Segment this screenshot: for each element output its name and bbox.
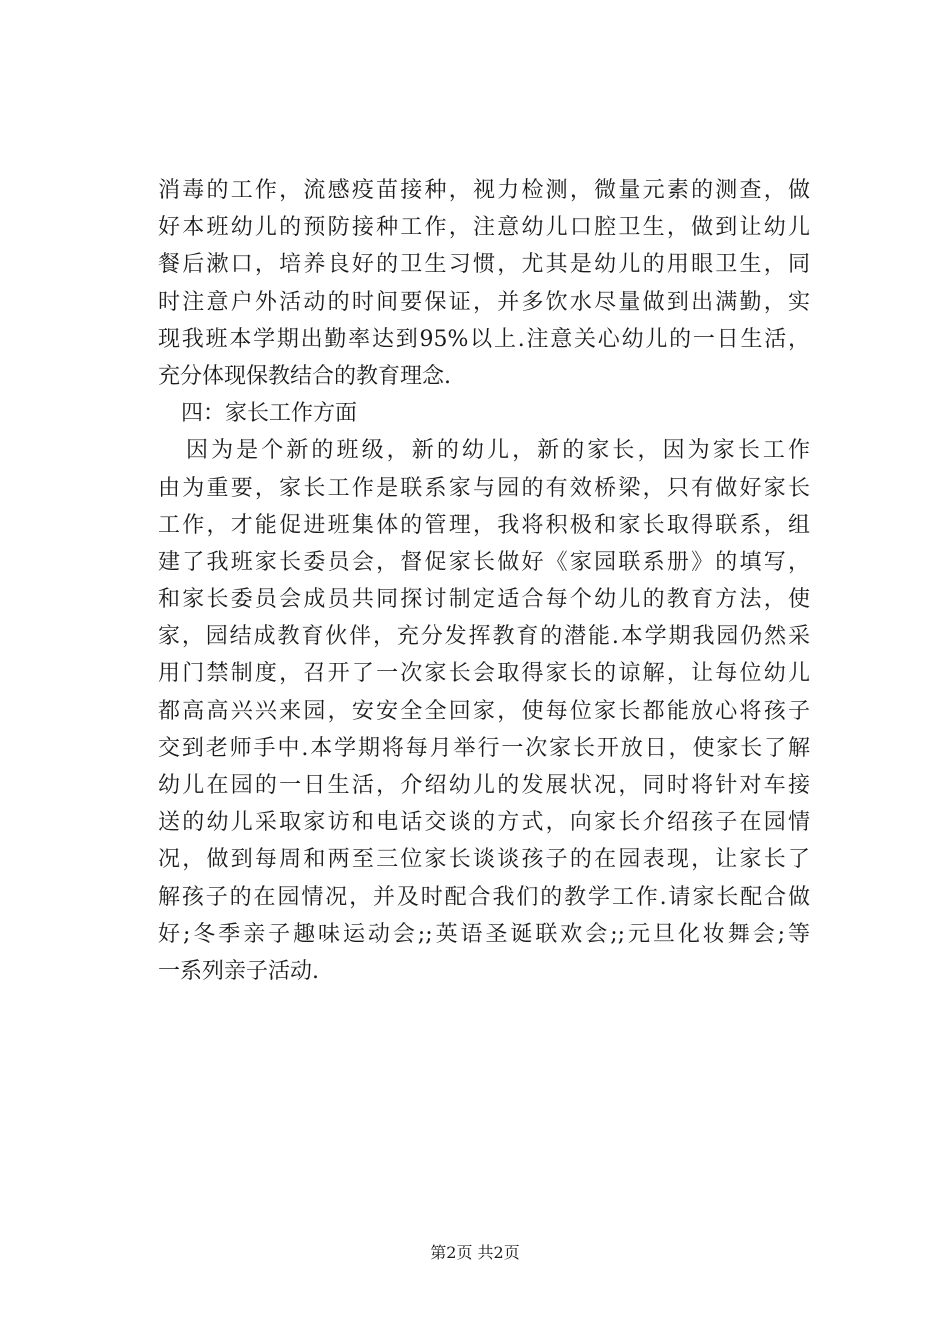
text-line: 一系列亲子活动. xyxy=(158,958,319,984)
text-line: 工作，才能促进班集体的管理，我将积极和家长取得联系，组 xyxy=(158,512,810,538)
text-line: 好;冬季亲子趣味运动会;;英语圣诞联欢会;;元旦化妆舞会;等 xyxy=(158,921,810,947)
text-line: 交到老师手中.本学期将每月举行一次家长开放日，使家长了解 xyxy=(158,735,810,761)
document-body xyxy=(158,172,810,990)
text-line: 充分体现保教结合的教育理念. xyxy=(158,363,451,389)
text-line: 况，做到每周和两至三位家长谈谈孩子的在园表现，让家长了 xyxy=(158,847,810,873)
text-line: 因为是个新的班级，新的幼儿，新的家长，因为家长工作 xyxy=(186,438,810,464)
text-line: 由为重要，家长工作是联系家与园的有效桥梁，只有做好家长 xyxy=(158,475,810,501)
text-line: 和家长委员会成员共同探讨制定适合每个幼儿的教育方法，使 xyxy=(158,587,810,613)
text-line: 解孩子的在园情况，并及时配合我们的教学工作.请家长配合做 xyxy=(158,884,810,910)
text-line: 家，园结成教育伙伴，充分发挥教育的潜能.本学期我园仍然采 xyxy=(158,624,810,650)
text-line: 幼儿在园的一日生活，介绍幼儿的发展状况，同时将针对车接 xyxy=(158,773,810,798)
text-line: 送的幼儿采取家访和电话交谈的方式，向家长介绍孩子在园情 xyxy=(158,810,810,836)
text-line: 用门禁制度，召开了一次家长会取得家长的谅解，让每位幼儿 xyxy=(158,661,810,687)
text-line: 好本班幼儿的预防接种工作，注意幼儿口腔卫生，做到让幼儿 xyxy=(158,215,810,241)
text-line: 消毒的工作，流感疫苗接种，视力检测，微量元素的测查，做 xyxy=(158,178,810,203)
text-line: 时注意户外活动的时间要保证，并多饮水尽量做到出满勤，实 xyxy=(158,289,810,315)
text-line: 建了我班家长委员会，督促家长做好《家园联系册》的填写， xyxy=(158,549,810,575)
text-line: 餐后漱口，培养良好的卫生习惯，尤其是幼儿的用眼卫生，同 xyxy=(158,252,810,278)
section-heading: 四：家长工作方面 xyxy=(181,401,358,427)
text-line: 现我班本学期出勤率达到95%以上.注意关心幼儿的一日生活， xyxy=(158,326,810,352)
page-number-footer: 第2页 共2页 xyxy=(430,1243,520,1262)
text-line: 都高高兴兴来园，安安全全回家，使每位家长都能放心将孩子 xyxy=(158,698,810,724)
